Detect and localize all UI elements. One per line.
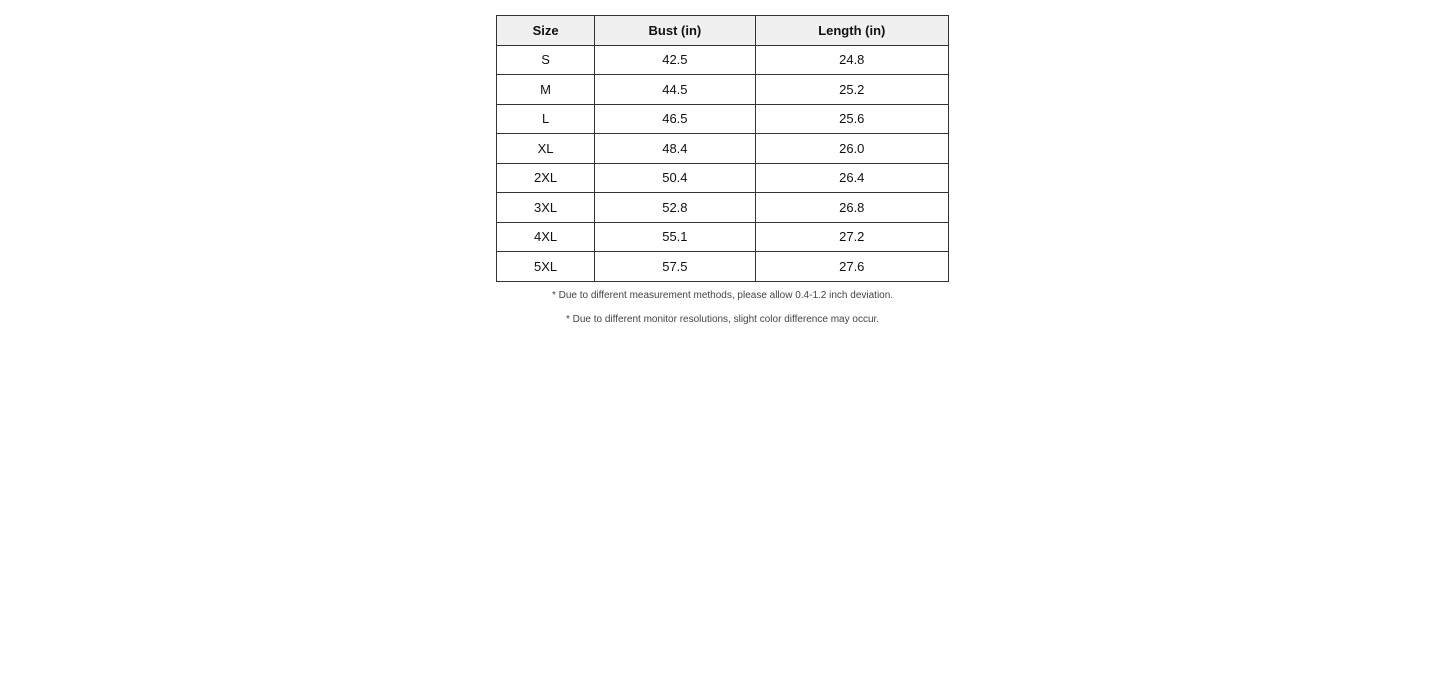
table-row [497, 45, 949, 75]
cell-size: 2XL [497, 163, 595, 193]
cell-bust: 57.5 [595, 252, 755, 282]
cell-length: 26.8 [755, 193, 948, 223]
measurement-deviation-note: * Due to different measurement methods, please allow 0.4-1.2 inch deviation. [551, 289, 894, 301]
table-row [497, 222, 949, 252]
cell-bust: 52.8 [595, 193, 755, 223]
table-header-row [497, 16, 949, 46]
cell-size: 5XL [497, 252, 595, 282]
cell-length: 26.4 [755, 163, 948, 193]
cell-length: 27.6 [755, 252, 948, 282]
size-chart-table [496, 15, 949, 282]
cell-size: S [497, 45, 595, 75]
cell-size: XL [497, 134, 595, 164]
cell-bust: 42.5 [595, 45, 755, 75]
header-length: Length (in) [755, 16, 948, 46]
table-row [497, 193, 949, 223]
header-bust: Bust (in) [595, 16, 755, 46]
cell-length: 25.6 [755, 104, 948, 134]
color-difference-note: * Due to different monitor resolutions, slight color difference may occur. [565, 313, 880, 325]
cell-bust: 50.4 [595, 163, 755, 193]
cell-length: 26.0 [755, 134, 948, 164]
cell-bust: 44.5 [595, 75, 755, 105]
cell-size: L [497, 104, 595, 134]
header-size: Size [497, 16, 595, 46]
cell-size: 3XL [497, 193, 595, 223]
cell-size: M [497, 75, 595, 105]
size-chart-container [496, 15, 949, 325]
cell-length: 27.2 [755, 222, 948, 252]
cell-bust: 48.4 [595, 134, 755, 164]
cell-length: 25.2 [755, 75, 948, 105]
notes-section [496, 290, 949, 325]
table-row [497, 163, 949, 193]
table-row [497, 75, 949, 105]
cell-length: 24.8 [755, 45, 948, 75]
table-row [497, 252, 949, 282]
cell-size: 4XL [497, 222, 595, 252]
table-row [497, 104, 949, 134]
cell-bust: 55.1 [595, 222, 755, 252]
cell-bust: 46.5 [595, 104, 755, 134]
table-row [497, 134, 949, 164]
